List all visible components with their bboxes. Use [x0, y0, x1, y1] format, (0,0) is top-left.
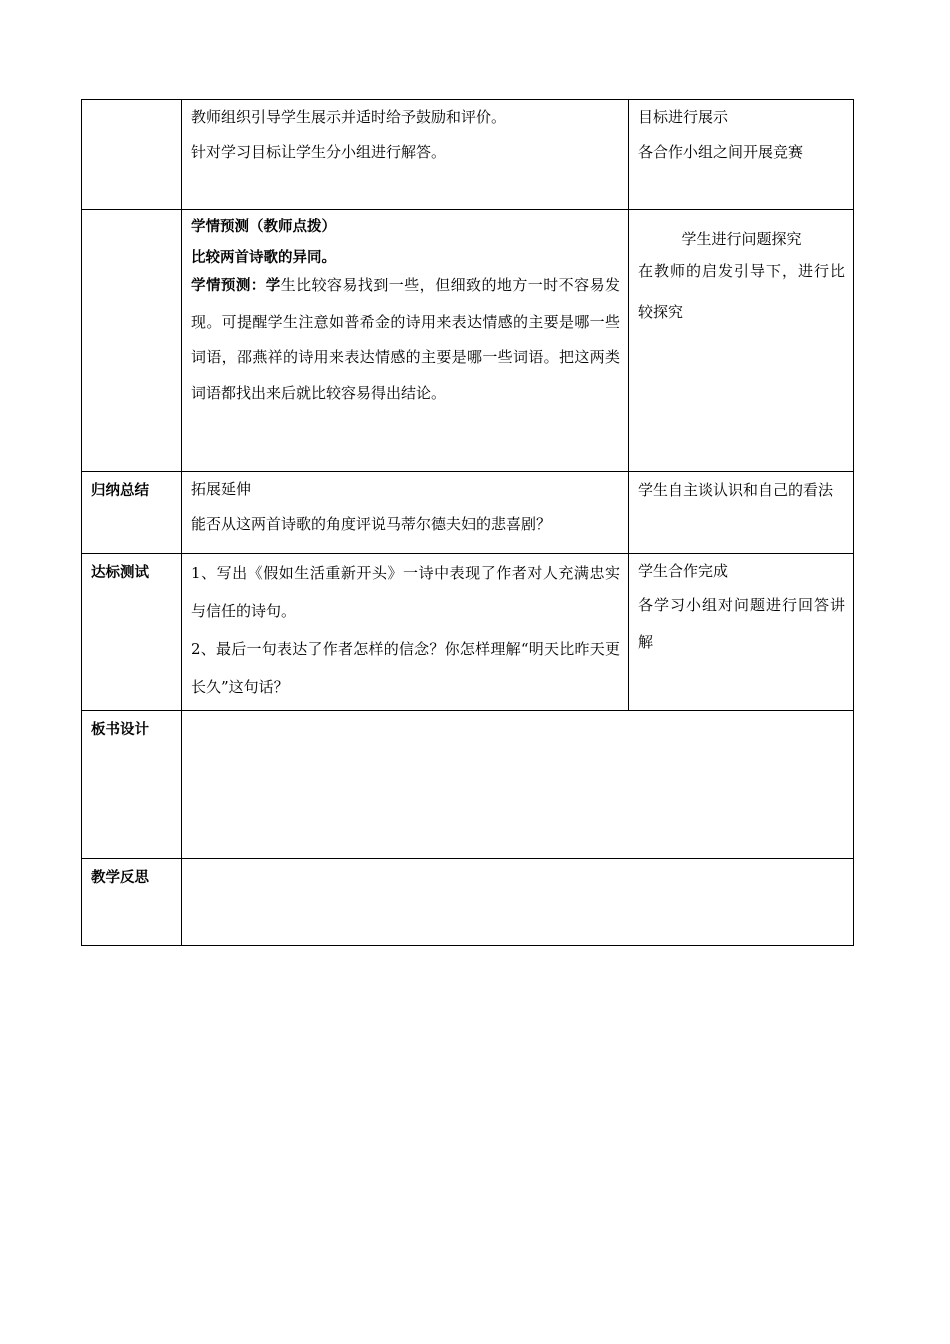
row-label — [82, 100, 181, 107]
content-cell — [182, 472, 629, 554]
content-line: 拓展延伸 — [191, 480, 252, 498]
board-design-cell — [182, 711, 854, 859]
content-cell — [182, 100, 629, 210]
content-cell — [182, 210, 629, 472]
table-row — [82, 859, 854, 946]
row-label-cell — [82, 711, 182, 859]
activity-line: 学生自主谈认识和自己的看法 — [638, 481, 834, 499]
row-label-cell — [82, 100, 182, 210]
prediction-prefix: 学情预测： — [191, 278, 266, 294]
prediction-prefix-char: 学 — [265, 278, 281, 294]
content-cell — [182, 554, 629, 711]
row-label: 归纳总结 — [91, 483, 149, 499]
row-label-cell — [82, 859, 182, 946]
section-heading: 学情预测（教师点拨） — [191, 219, 336, 235]
prediction-paragraph — [191, 268, 620, 411]
activity-line: 目标进行展示 — [638, 108, 729, 126]
activity-line: 各学习小组对问题进行回答讲解 — [638, 596, 845, 651]
table-row — [82, 554, 854, 711]
prediction-body: 生比较容易找到一些，但细致的地方一时不容易发现。可提醒学生注意如普希金的诗用来表达情感的主要是哪一些词语，邵燕祥的诗用来表达情感的主要是哪一些词语。把这两类词语都找出来后就比较容易得出结论。 — [191, 276, 621, 402]
content-line: 教师组织引导学生展示并适时给予鼓励和评价。 — [191, 108, 507, 126]
table-row — [82, 472, 854, 554]
table-row — [82, 100, 854, 210]
lesson-plan-table — [81, 99, 854, 946]
table-row — [82, 210, 854, 472]
activity-cell — [629, 210, 854, 472]
activity-line: 在教师的启发引导下，进行比较探究 — [638, 262, 845, 321]
reflection-cell — [182, 859, 854, 946]
activity-cell — [629, 100, 854, 210]
activity-line: 学生合作完成 — [638, 562, 729, 580]
content-line: 能否从这两首诗歌的角度评说马蒂尔德夫妇的悲喜剧？ — [191, 515, 552, 533]
test-question-2: 2、最后一句表达了作者怎样的信念？你怎样理解“明天比昨天更长久”这句话？ — [191, 640, 620, 696]
row-label: 达标测试 — [91, 565, 149, 581]
row-label-cell — [82, 554, 182, 711]
test-question-1: 1、写出《假如生活重新开头》一诗中表现了作者对人充满忠实与信任的诗句。 — [191, 564, 620, 620]
row-label: 教学反思 — [91, 870, 149, 886]
row-label-cell — [82, 472, 182, 554]
activity-cell — [629, 472, 854, 554]
content-line: 针对学习目标让学生分小组进行解答。 — [191, 143, 447, 161]
section-subheading: 比较两首诗歌的异同。 — [191, 250, 336, 266]
table-row — [82, 711, 854, 859]
activity-cell — [629, 554, 854, 711]
row-label-cell — [82, 210, 182, 472]
activity-line: 各合作小组之间开展竞赛 — [638, 143, 804, 161]
row-label — [82, 210, 181, 217]
row-label: 板书设计 — [91, 722, 149, 738]
activity-line: 学生进行问题探究 — [681, 230, 802, 248]
